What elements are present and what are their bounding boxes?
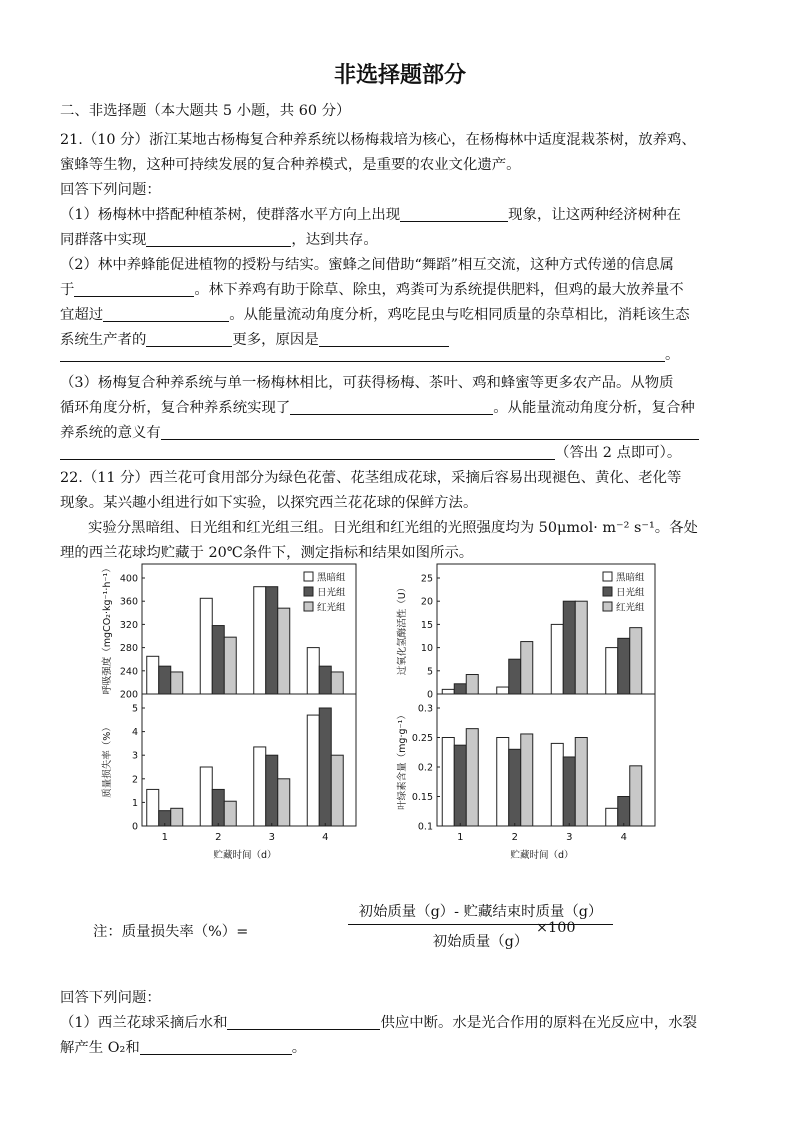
x-tick-label: 1 (161, 832, 168, 843)
bar-dark (606, 648, 618, 694)
legend-label: 黑暗组 (317, 572, 346, 584)
q21-p1-text-d: ，达到共存。 (291, 232, 378, 248)
q21-part3-line3 (60, 423, 754, 443)
section-heading: 二、非选择题（本大题共 5 小题，共 60 分） (60, 103, 351, 119)
y-tick-label: 0 (426, 689, 433, 701)
q22-stem-line1: 22.（11 分）西兰花可食用部分为绿色花蕾、花茎组成花球，采摘后容易出现褪色、黄化、老化等 (60, 470, 682, 486)
x-tick-label: 2 (215, 832, 222, 843)
bar-redlight (171, 808, 183, 826)
bar-dark (147, 789, 159, 826)
y-tick-label: 0.15 (411, 792, 433, 803)
q21-p2-end: 。 (665, 347, 680, 363)
answer-blank[interactable] (161, 423, 699, 440)
y-tick-label: 20 (420, 596, 433, 608)
y-tick-label: 0 (131, 821, 138, 833)
bar-dark (497, 687, 509, 694)
q21-part3-line4 (60, 443, 754, 463)
q21-stem-line2: 蜜蜂等生物，这种可持续发展的复合种养模式，是重要的农业文化遗产。 (60, 157, 521, 173)
bar-dark (147, 656, 159, 694)
bar-redlight (630, 628, 642, 694)
bar-redlight (521, 734, 533, 826)
q21-prompt: 回答下列问题： (60, 182, 161, 198)
bar-dark (551, 624, 563, 694)
legend-swatch (304, 587, 313, 596)
y-tick-label: 2 (131, 774, 138, 786)
y-tick-label: 1 (131, 797, 138, 809)
q21-p1-text-b: 现象，让这两种经济树种在 (508, 207, 681, 223)
bar-sunlight (509, 659, 521, 694)
answer-blank[interactable] (290, 398, 493, 415)
x-axis-label: 贮藏时间（d） (510, 850, 574, 861)
y-axis-label: 叶绿素含量（mg·g⁻¹） (397, 710, 408, 810)
q21-part1-line2 (60, 230, 754, 250)
answer-blank[interactable] (140, 1038, 292, 1055)
legend-swatch (603, 602, 612, 611)
bar-redlight (630, 766, 642, 826)
q21-p3-text-b: 循环角度分析，复合种养系统实现了 (60, 400, 291, 416)
q22-part1-line1 (60, 1013, 754, 1033)
answer-blank[interactable] (400, 205, 508, 222)
y-axis-label: 质量损失率（%） (102, 722, 113, 798)
bar-dark (442, 689, 454, 694)
x-tick-label: 4 (322, 832, 329, 843)
q21-part2-line5 (60, 345, 754, 365)
bar-sunlight (319, 666, 331, 694)
y-tick-label: 10 (420, 643, 433, 655)
bar-dark (606, 808, 618, 826)
bar-redlight (575, 738, 587, 827)
legend-label: 日光组 (616, 587, 645, 599)
x-tick-label: 2 (511, 832, 518, 843)
bar-redlight (224, 801, 236, 826)
x-tick-label: 3 (566, 832, 573, 843)
bar-dark (551, 743, 563, 826)
q21-stem-line1: 21.（10 分）浙江某地古杨梅复合种养系统以杨梅栽培为核心，在杨梅林中适度混栽茶树，放养鸡、 (60, 132, 696, 148)
q22-stem-line2: 现象。某兴趣小组进行如下实验，以探究西兰花花球的保鲜方法。 (60, 495, 478, 511)
q21-p2-text-e: 。从能量流动角度分析，鸡吃昆虫与吃相同质量的杂草相比，消耗该生态 (229, 307, 690, 323)
bar-sunlight (563, 601, 575, 694)
bar-sunlight (618, 638, 630, 694)
x-tick-label: 1 (457, 832, 464, 843)
bar-dark (497, 738, 509, 827)
bar-dark (307, 648, 319, 694)
legend-swatch (603, 587, 612, 596)
y-tick-label: 5 (131, 703, 138, 715)
y-tick-label: 25 (420, 573, 433, 585)
q22-p1-text-d: 。 (291, 1040, 307, 1056)
q21-p2-text-g: 更多，原因是 (232, 332, 319, 348)
answer-blank[interactable] (60, 345, 665, 362)
bar-redlight (278, 779, 290, 826)
legend-label: 日光组 (317, 587, 346, 599)
q21-part2-line2 (60, 280, 754, 300)
q21-p1-text-c: 同群落中实现 (60, 232, 147, 248)
bar-dark (200, 767, 212, 826)
q22-p1-text-b: 供应中断。水是光合作用的原料在光反应中，水裂 (380, 1015, 698, 1031)
bar-dark (254, 747, 266, 826)
q21-p3-text-c: 。从能量流动角度分析，复合种 (493, 400, 695, 416)
q21-p3-text-d: 养系统的意义有 (60, 425, 161, 441)
q22-prompt: 回答下列问题： (60, 990, 161, 1006)
x-tick-label: 3 (268, 832, 275, 843)
y-tick-label: 280 (119, 643, 138, 655)
q21-part3-line2 (60, 398, 754, 418)
bar-redlight (575, 601, 587, 694)
formula-denominator: 初始质量（g） (432, 934, 529, 950)
page-title: 非选择题部分 (333, 63, 466, 88)
bar-redlight (224, 637, 236, 694)
y-tick-label: 0.2 (417, 762, 433, 774)
q21-p1-text-a: （1）杨梅林中搭配种植茶树，使群落水平方向上出现 (60, 207, 401, 223)
y-axis-label: 过氧化氢酶活性（U） (397, 582, 408, 676)
formula-prefix: 注：质量损失率（%）= (93, 924, 249, 940)
q22-part1-line2 (60, 1038, 754, 1058)
answer-blank[interactable] (227, 1013, 380, 1030)
answer-blank[interactable] (60, 443, 555, 460)
q22-p1-text-a: （1）西兰花球采摘后水和 (60, 1015, 228, 1031)
legend-label: 红光组 (616, 602, 645, 614)
y-tick-label: 400 (119, 573, 138, 585)
bar-sunlight (212, 626, 224, 694)
legend-label: 黑暗组 (616, 572, 645, 584)
x-tick-label: 4 (620, 832, 627, 843)
q21-part1-line1 (60, 205, 754, 225)
bar-sunlight (563, 757, 575, 826)
bar-redlight (171, 672, 183, 694)
bar-sunlight (266, 587, 278, 694)
bar-redlight (466, 729, 478, 826)
q21-p2-text-b: 于 (60, 282, 75, 298)
y-tick-label: 15 (420, 619, 433, 631)
y-tick-label: 240 (119, 666, 138, 678)
bar-sunlight (618, 797, 630, 827)
answer-blank[interactable] (74, 280, 194, 297)
x-axis-label: 贮藏时间（d） (213, 850, 277, 861)
y-tick-label: 360 (119, 596, 138, 608)
q21-p3-text-e: （答出 2 点即可）。 (555, 445, 682, 461)
bar-sunlight (212, 789, 224, 826)
bar-sunlight (454, 684, 466, 694)
q22-p1-text-c: 解产生 O₂和 (60, 1040, 140, 1056)
q21-part2-line1: （2）林中养蜂能促进植物的授粉与结实。蜜蜂之间借助“舞蹈”相互交流，这种方式传递的信息属 (60, 257, 674, 273)
q21-part2-line3 (60, 305, 754, 325)
q21-part3-line1: （3）杨梅复合种养系统与单一杨梅林相比，可获得杨梅、茶叶、鸡和蜂蜜等更多农产品。从物质 (60, 375, 674, 391)
y-tick-label: 5 (426, 666, 433, 678)
experiment-figure (88, 556, 668, 866)
bar-sunlight (509, 749, 521, 826)
bar-redlight (331, 672, 343, 694)
bar-dark (200, 598, 212, 694)
y-tick-label: 0.25 (411, 733, 433, 744)
y-tick-label: 200 (119, 689, 138, 701)
y-tick-label: 320 (119, 619, 138, 631)
q21-p2-text-f: 系统生产者的 (60, 332, 147, 348)
y-tick-label: 0.1 (417, 821, 433, 833)
bar-sunlight (454, 745, 466, 826)
answer-blank[interactable] (103, 305, 229, 322)
legend-label: 红光组 (317, 602, 346, 614)
y-tick-label: 3 (131, 750, 138, 762)
bar-redlight (521, 642, 533, 694)
q22-stem-line4: 理的西兰花球均贮藏于 20℃条件下，测定指标和结果如图所示。 (60, 545, 474, 561)
bar-dark (442, 738, 454, 827)
q22-stem-line3: 实验分黑暗组、日光组和红光组三组。日光组和红光组的光照强度均为 50μmol· m⁻² s⁻¹。各处 (88, 520, 698, 536)
formula-multiplier: ×100 (536, 920, 576, 936)
bar-redlight (331, 755, 343, 826)
bar-redlight (466, 675, 478, 694)
legend-swatch (304, 602, 313, 611)
y-axis-label: 呼吸强度（mgCO₂·kg⁻¹·h⁻¹） (102, 563, 113, 695)
bar-sunlight (266, 755, 278, 826)
legend-swatch (304, 572, 313, 581)
bar-sunlight (319, 708, 331, 826)
bar-redlight (278, 608, 290, 694)
y-tick-label: 4 (131, 727, 138, 739)
mass-loss-formula (93, 900, 613, 960)
bar-dark (254, 587, 266, 694)
answer-blank[interactable] (146, 230, 291, 247)
bar-sunlight (159, 666, 171, 694)
q21-p2-text-c: 。林下养鸡有助于除草、除虫，鸡粪可为系统提供肥料，但鸡的最大放养量不 (194, 282, 684, 298)
legend-swatch (603, 572, 612, 581)
bar-dark (307, 715, 319, 826)
q21-p2-text-d: 宜超过 (60, 307, 104, 323)
formula-numerator: 初始质量（g）- 贮藏结束时质量（g） (358, 904, 603, 920)
y-tick-label: 0.3 (417, 703, 433, 715)
